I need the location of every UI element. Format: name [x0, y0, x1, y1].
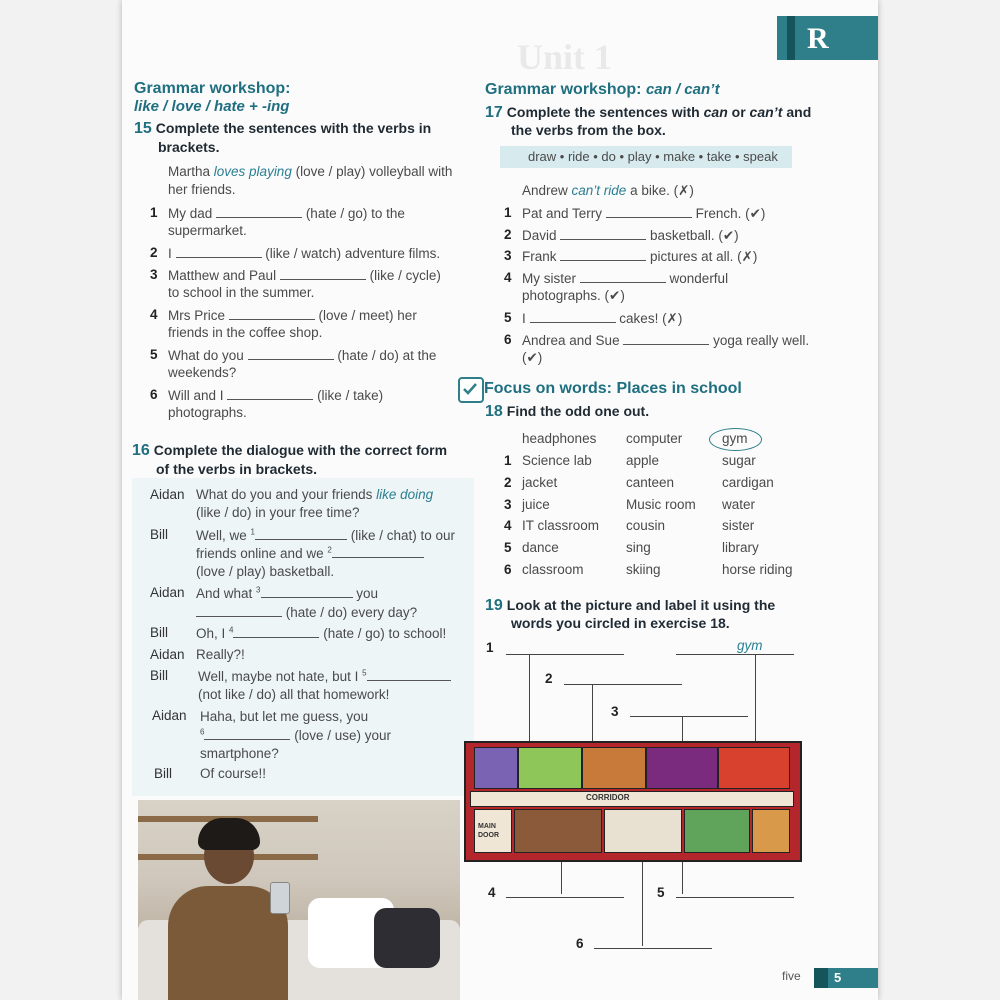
- ex15-instruction-2: brackets.: [158, 139, 220, 155]
- dialogue-line-2c: (love / play) basketball.: [196, 564, 335, 579]
- ex18-word[interactable]: apple: [626, 453, 660, 468]
- right-grammar-title-text: Grammar workshop:: [485, 81, 646, 98]
- ex15-item-2-a: I: [168, 246, 172, 261]
- ex15-example-line2: her friends.: [168, 182, 236, 197]
- ex17-item-2-a: David: [522, 228, 557, 243]
- ex16-instruction-1: Complete the dialogue with the correct form: [153, 442, 448, 458]
- speaker-name: Aidan: [150, 585, 185, 600]
- label-number: 5: [657, 885, 665, 900]
- answer-blank[interactable]: [623, 332, 709, 345]
- ex16-number: 16: [132, 442, 150, 459]
- page-number-stripe: [814, 968, 828, 988]
- room-science-lab: [474, 747, 518, 789]
- ex15-item-6-b: (like / take): [317, 388, 384, 403]
- focus-subtitle: Places in school: [616, 380, 742, 397]
- ex15-item-1-a: My dad: [168, 206, 213, 221]
- ex18-word[interactable]: sister: [722, 518, 755, 533]
- label-line-1[interactable]: [506, 654, 624, 655]
- dialogue-4-a: Oh, I: [196, 626, 230, 641]
- answer-blank[interactable]: [204, 727, 290, 740]
- ex19-number: 19: [485, 597, 503, 614]
- dialogue-line-6b: (not like / do) all that homework!: [198, 687, 390, 702]
- phone: [270, 882, 290, 914]
- ex16-heading: [132, 442, 447, 460]
- ex17-item-1: [522, 205, 765, 222]
- ex15-item-1-b: (hate / go) to the: [305, 206, 405, 221]
- dialogue-1-a: What do you and your friends: [196, 487, 377, 502]
- answer-blank[interactable]: [530, 310, 616, 323]
- room-classroom: [646, 747, 718, 789]
- ex17-instruction-b: and: [782, 104, 812, 120]
- ex18-row-number: 1: [504, 453, 512, 468]
- dialogue-line-3: [196, 585, 378, 601]
- ex15-item-6-a: Will and I: [168, 388, 224, 403]
- label-line-4[interactable]: [506, 897, 624, 898]
- ex17-item-number: 3: [504, 248, 512, 263]
- dialogue-6-a: Well, maybe not hate, but I: [198, 669, 363, 684]
- ex18-word[interactable]: water: [722, 497, 756, 512]
- answer-blank[interactable]: [580, 270, 666, 283]
- ex17-item-5-b: cakes! (✗): [619, 311, 683, 326]
- ex15-item-2: [168, 245, 440, 261]
- gap-number: 4: [229, 625, 234, 635]
- right-grammar-title: [485, 81, 720, 99]
- answer-blank[interactable]: [560, 227, 646, 240]
- answer-blank[interactable]: [227, 387, 313, 400]
- ex18-row-number: 2: [504, 475, 512, 490]
- ex17-item-1-b: French. (✔): [695, 206, 766, 221]
- speaker-name: Bill: [150, 668, 169, 683]
- example-label: gym: [737, 638, 763, 653]
- page-number-tab: [814, 968, 878, 988]
- answer-blank[interactable]: [332, 545, 424, 558]
- ex15-item-number: 5: [150, 347, 158, 362]
- ex17-item-number: 2: [504, 227, 512, 242]
- ex18-word[interactable]: dance: [522, 540, 559, 555]
- page-number: 5: [834, 970, 842, 985]
- label-line-2[interactable]: [564, 684, 682, 685]
- answer-blank[interactable]: [233, 625, 319, 638]
- gap-number: 2: [327, 545, 332, 555]
- left-grammar-subtitle: [134, 98, 289, 116]
- dialogue-line-3b: [196, 604, 417, 620]
- speaker-name: Aidan: [150, 487, 185, 502]
- answer-blank[interactable]: [367, 668, 451, 681]
- speaker-name: Aidan: [152, 708, 187, 723]
- ex15-item-4-b: (love / meet) her: [318, 308, 417, 323]
- focus-on-words-title: [484, 380, 742, 398]
- dialogue-4-b: (hate / go) to school!: [323, 626, 447, 641]
- ex17-item-number: 4: [504, 270, 512, 285]
- ex17-item-number: 5: [504, 310, 512, 325]
- ex15-heading: [134, 120, 431, 138]
- ex15-instruction-1: Complete the sentences with the verbs in: [155, 120, 432, 136]
- ex18-word[interactable]: gym: [722, 431, 748, 446]
- dialogue-line-7: Haha, but let me guess, you: [200, 709, 369, 724]
- gap-number: 1: [250, 527, 255, 537]
- ex17-item-6-b: yoga really well.: [713, 333, 810, 348]
- ex17-cant: can’t: [749, 104, 783, 120]
- ex15-item-number: 3: [150, 267, 158, 282]
- dialogue-line-8: Of course!!: [200, 766, 267, 781]
- ex17-item-6-c: (✔): [522, 350, 543, 365]
- answer-blank[interactable]: [280, 267, 366, 280]
- ex17-item-4-c: photographs. (✔): [522, 288, 625, 303]
- label-line-3[interactable]: [630, 716, 748, 717]
- gap-number: 6: [200, 727, 205, 737]
- workbook-page: [122, 0, 878, 1000]
- ex18-heading: [485, 403, 649, 421]
- dialogue-2-b: (like / chat) to our: [350, 528, 456, 543]
- ex15-number: 15: [134, 120, 152, 137]
- answer-blank[interactable]: [560, 248, 646, 261]
- dialogue-2-a: Well, we: [196, 528, 251, 543]
- ex17-item-4: [522, 270, 728, 286]
- ex18-word[interactable]: cousin: [626, 518, 666, 533]
- ex15-example-c: (love / play) volleyball with: [291, 164, 453, 179]
- ex17-or: or: [727, 104, 750, 120]
- room-canteen: [514, 809, 602, 853]
- ex15-item-5: [168, 347, 436, 363]
- checkmark-icon: [458, 377, 484, 403]
- ex15-item-1: [168, 205, 405, 221]
- dialogue-line-7c: smartphone?: [200, 746, 279, 761]
- ex18-word[interactable]: sugar: [722, 453, 756, 468]
- ex18-row-number: 4: [504, 518, 512, 533]
- room-music: [518, 747, 582, 789]
- ex18-word[interactable]: jacket: [522, 475, 558, 490]
- dialogue-line-7b: [200, 727, 391, 743]
- ex17-item-3-a: Frank: [522, 249, 557, 264]
- ex15-item-5-c: weekends?: [168, 365, 237, 380]
- gap-number: 3: [256, 585, 261, 595]
- ex17-instruction-2: the verbs from the box.: [511, 122, 666, 138]
- ex16-instruction-2: of the verbs in brackets.: [156, 461, 318, 477]
- ex17-example: [522, 183, 694, 199]
- dialogue-line-2: [196, 527, 455, 543]
- room-gym: [718, 747, 790, 789]
- ex18-word[interactable]: sing: [626, 540, 651, 555]
- ex15-item-5-b: (hate / do) at the: [337, 348, 437, 363]
- answer-blank[interactable]: [255, 527, 347, 540]
- ex17-item-1-a: Pat and Terry: [522, 206, 603, 221]
- label-number: 6: [576, 936, 584, 951]
- ex15-item-1-c: supermarket.: [168, 223, 247, 238]
- school-illustration: [464, 741, 802, 862]
- leader-line: [529, 654, 530, 750]
- speaker-name: Bill: [154, 766, 173, 781]
- ex17-instruction-a: Complete the sentences with: [506, 104, 704, 120]
- ex18-row-number: 6: [504, 562, 512, 577]
- ex18-word[interactable]: classroom: [522, 562, 584, 577]
- dialogue-line-2b: [196, 545, 424, 561]
- unit-tab-stripe: [787, 16, 795, 60]
- ex18-word[interactable]: horse riding: [722, 562, 793, 577]
- ex15-item-number: 1: [150, 205, 158, 220]
- ex19-instruction-1: Look at the picture and label it using the: [506, 597, 776, 613]
- answer-blank[interactable]: [248, 347, 334, 360]
- dialogue-3-c: (hate / do) every day?: [285, 605, 418, 620]
- ex17-item-6-a: Andrea and Sue: [522, 333, 620, 348]
- answer-blank[interactable]: [261, 585, 353, 598]
- ex17-example-a: Andrew: [522, 183, 572, 198]
- label-line-5[interactable]: [676, 897, 794, 898]
- label-line-6[interactable]: [594, 948, 712, 949]
- room-small: [752, 809, 790, 853]
- ex17-item-5-a: I: [522, 311, 526, 326]
- ex17-item-3: [522, 248, 757, 265]
- dialogue-2-c: friends online and we: [196, 546, 328, 561]
- ex17-can: can: [703, 104, 728, 120]
- dialogue-line-1b: (like / do) in your free time?: [196, 505, 360, 520]
- ex15-item-6: [168, 387, 383, 403]
- ex17-heading: [485, 104, 811, 122]
- label-number: 1: [486, 640, 494, 655]
- ex17-number: 17: [485, 104, 503, 121]
- label-number: 4: [488, 885, 496, 900]
- page-word: five: [782, 969, 801, 983]
- ex15-item-6-c: photographs.: [168, 405, 247, 420]
- unit-letter: R: [807, 22, 829, 55]
- dialogue-line-5: Really?!: [196, 647, 245, 662]
- label-number: 3: [611, 704, 619, 719]
- label-number: 2: [545, 671, 553, 686]
- answer-blank[interactable]: [606, 205, 692, 218]
- person-hair: [198, 818, 260, 850]
- ex15-item-4: [168, 307, 417, 323]
- main-door: [474, 809, 512, 853]
- ex15-item-number: 6: [150, 387, 158, 402]
- right-grammar-subtitle: can / can’t: [645, 81, 720, 98]
- ex15-item-3-a: Matthew and Paul: [168, 268, 277, 283]
- speaker-name: Bill: [150, 625, 169, 640]
- dialogue-3-b: you: [356, 586, 379, 601]
- answer-blank[interactable]: [216, 205, 302, 218]
- ex17-item-2: [522, 227, 739, 244]
- dialogue-line-1: [196, 487, 433, 502]
- leader-line: [755, 654, 756, 750]
- ex17-item-2-b: basketball. (✔): [650, 228, 739, 243]
- ex17-item-5: [522, 310, 682, 327]
- ex18-word[interactable]: cardigan: [722, 475, 774, 490]
- ex15-item-4-c: friends in the coffee shop.: [168, 325, 323, 340]
- ex18-word[interactable]: headphones: [522, 431, 597, 446]
- ex17-item-4-b: wonderful: [669, 271, 729, 286]
- room-classroom-2: [684, 809, 750, 853]
- ex18-word[interactable]: Music room: [626, 497, 696, 512]
- answer-blank[interactable]: [229, 307, 315, 320]
- ex17-example-answer: can’t ride: [571, 183, 627, 198]
- ex18-row-number: 5: [504, 540, 512, 555]
- ex18-word[interactable]: Science lab: [522, 453, 592, 468]
- ex15-item-3-b: (like / cycle): [369, 268, 441, 283]
- ex18-word[interactable]: library: [722, 540, 759, 555]
- ex18-row-number: 3: [504, 497, 512, 512]
- ex15-item-2-b: (like / watch) adventure films.: [265, 246, 441, 261]
- ex17-item-number: 1: [504, 205, 512, 220]
- background-unit-title: Unit 1: [517, 37, 613, 77]
- ex17-example-c: a bike. (✗): [626, 183, 694, 198]
- speaker-name: Bill: [150, 527, 169, 542]
- ex15-item-3: [168, 267, 441, 283]
- room-it: [604, 809, 682, 853]
- ex15-example: [168, 164, 452, 179]
- dialogue-1-example: like doing: [376, 487, 434, 502]
- ex15-item-4-a: Mrs Price: [168, 308, 225, 323]
- photo-boy-with-phone: [138, 800, 460, 1000]
- main-door-label-2: DOOR: [478, 832, 499, 839]
- ex15-example-answer: loves playing: [213, 164, 292, 179]
- corridor-label: CORRIDOR: [586, 793, 630, 802]
- ex15-item-number: 2: [150, 245, 158, 260]
- ex15-item-number: 4: [150, 307, 158, 322]
- speaker-name: Aidan: [150, 647, 185, 662]
- ex18-instruction: Find the odd one out.: [506, 403, 650, 419]
- answer-blank[interactable]: [176, 245, 262, 258]
- answer-blank[interactable]: [196, 604, 282, 617]
- ex17-item-4-a: My sister: [522, 271, 576, 286]
- corridor: [470, 791, 794, 807]
- ex18-word[interactable]: skiing: [626, 562, 661, 577]
- room-library: [582, 747, 646, 789]
- main-door-label-1: MAIN: [478, 823, 496, 830]
- label-line-example: [676, 654, 794, 655]
- dialogue-line-4: [196, 625, 446, 641]
- ex19-instruction-2: words you circled in exercise 18.: [511, 615, 730, 631]
- word-box-text: draw • ride • do • play • make • take • speak: [528, 149, 778, 164]
- ex15-item-3-c: to school in the summer.: [168, 285, 315, 300]
- ex17-item-3-b: pictures at all. (✗): [650, 249, 758, 264]
- left-grammar-title: Grammar workshop:: [134, 80, 291, 97]
- ex17-item-number: 6: [504, 332, 512, 347]
- ex18-word[interactable]: canteen: [626, 475, 675, 490]
- ex18-word[interactable]: IT classroom: [522, 518, 600, 533]
- ex17-item-6: [522, 332, 809, 348]
- gap-number: 5: [362, 668, 367, 678]
- pillow: [374, 908, 440, 968]
- dialogue-3-a: And what: [196, 586, 257, 601]
- ex15-example-a: Martha: [168, 164, 214, 179]
- dialogue-line-6: [198, 668, 451, 684]
- unit-tab: [777, 16, 878, 60]
- ex19-heading: [485, 597, 775, 615]
- focus-title-text: Focus on words:: [484, 380, 617, 397]
- dialogue-7-b: (love / use) your: [294, 728, 392, 743]
- ex18-word[interactable]: computer: [626, 431, 683, 446]
- left-grammar-subtitle-text: like / love / hate + -ing: [134, 98, 290, 115]
- ex18-number: 18: [485, 403, 503, 420]
- ex18-word[interactable]: juice: [522, 497, 550, 512]
- ex15-item-5-a: What do you: [168, 348, 244, 363]
